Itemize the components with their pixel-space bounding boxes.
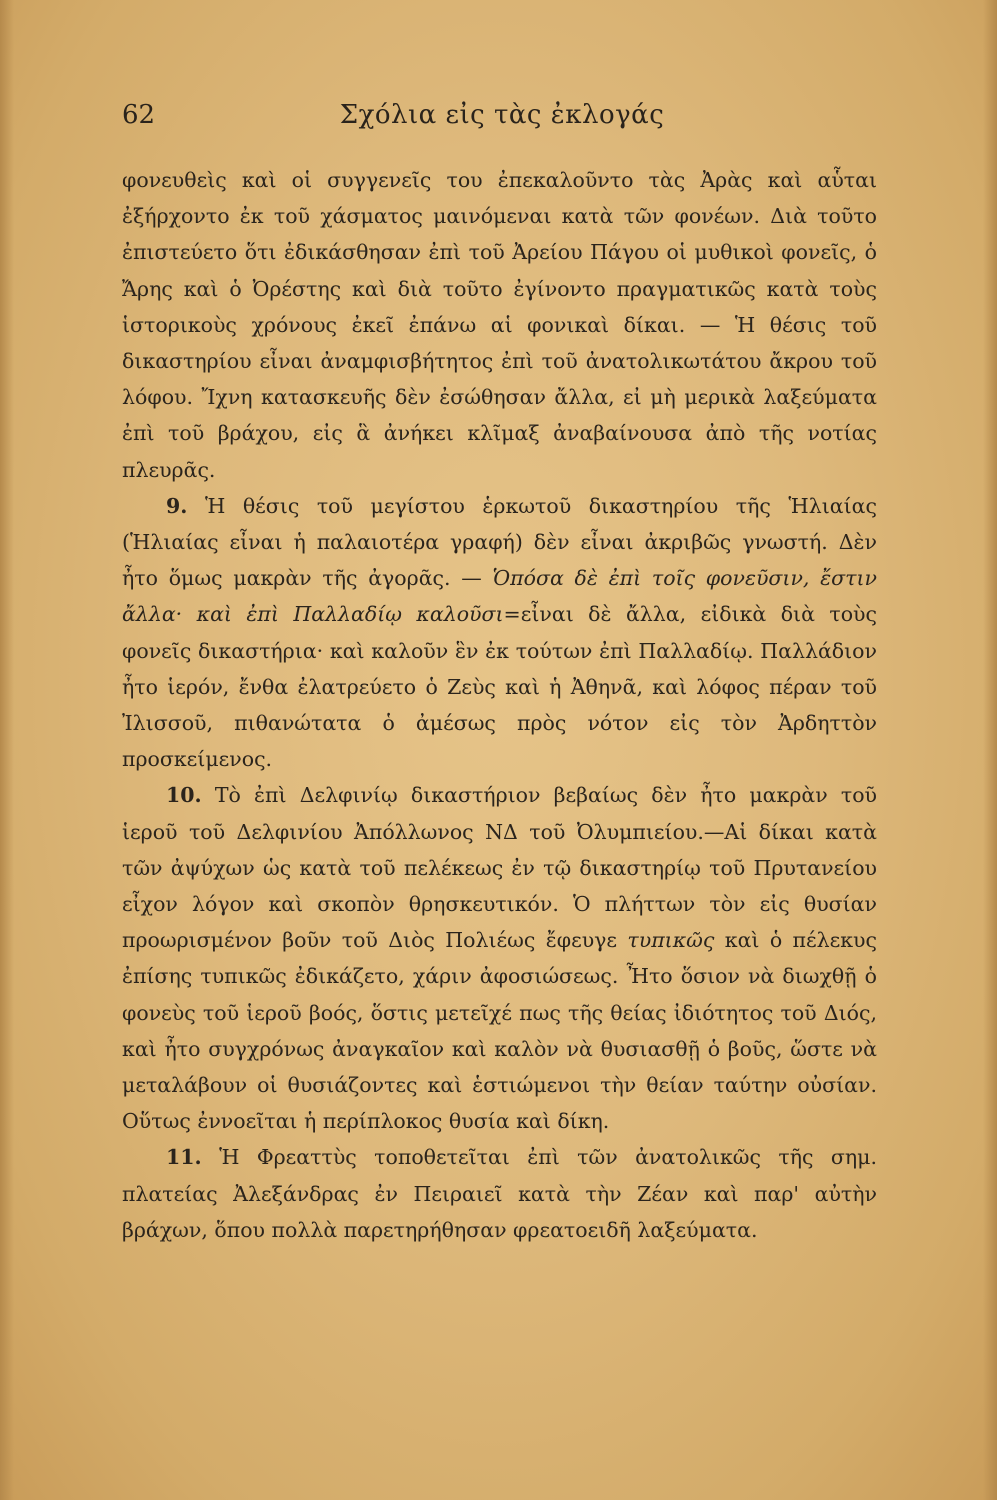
note-11-paragraph xyxy=(122,1139,877,1248)
note-10-italic-word: τυπικῶς xyxy=(627,928,715,953)
note-number-9: 9. xyxy=(166,493,188,518)
page-header xyxy=(122,100,882,140)
running-title: Σχόλια εἰς τὰς ἐκλογάς xyxy=(339,100,665,130)
note-9-text-a: Ἡ θέσις τοῦ μεγίστου ἑρκωτοῦ δικαστηρίου τῆς Ἡλιαίας (Ἡλιαίας εἶναι ἡ παλαιοτέρα γραφή) δὲν εἶναι ἀκριβῶς γνωστή. Δὲν ἦτο ὅμως μακρὰν τῆς ἀγορᾶς. — xyxy=(122,493,877,591)
note-10-text-b: καὶ ὁ πέλεκυς ἐπίσης τυπικῶς ἐδικάζετο, χάριν ἀφοσιώσεως. Ἦτο ὅσιον νὰ διωχθῇ ὁ φονεὺς τοῦ ἱεροῦ βοός, ὅστις μετεῖχέ πως τῆς θείας ἰδιότητος τοῦ Διός, καὶ ἦτο συγχρόνως ἀναγκαῖον καὶ καλὸν νὰ θυσιασθῇ ὁ βοῦς, ὥστε νὰ μεταλάβουν οἱ θυσιάζοντες καὶ ἑστιώμενοι τὴν θείαν ταύτην οὐσίαν. Οὕτως ἐννοεῖται ἡ περίπλοκος θυσία καὶ δίκη. xyxy=(122,928,877,1134)
note-number-10: 10. xyxy=(166,783,202,808)
page-number: 62 xyxy=(122,100,156,130)
note-10-text-a: Τὸ ἐπὶ Δελφινίῳ δικαστήριον βεβαίως δὲν ἦτο μακρὰν τοῦ ἱεροῦ τοῦ Δελφινίου Ἀπόλλωνος ΝΔ τοῦ Ὀλυμπιείου.—Αἱ δίκαι κατὰ τῶν ἀψύχων ὡς κατὰ τοῦ πελέκεως ἐν τῷ δικαστηρίῳ τοῦ Πρυτανείου εἶχον λόγον καὶ σκοπὸν θρησκευτικόν. Ὁ πλήττων τὸν εἰς θυσίαν προωρισμένον βοῦν τοῦ Διὸς Πολιέως ἔφευγε xyxy=(122,783,877,953)
body-text xyxy=(122,162,877,1248)
note-9-text-b: =εἶναι δὲ ἄλλα, εἰδικὰ διὰ τοὺς φονεῖς δικαστήρια· καὶ καλοῦν ἓν ἐκ τούτων ἐπὶ Παλλαδίῳ. Παλλάδιον ἦτο ἱερόν, ἔνθα ἐλατρεύετο ὁ Ζεὺς καὶ ἡ Ἀθηνᾶ, καὶ λόφος πέραν τοῦ Ἰλισσοῦ, πιθανώτατα ὁ ἀμέσως πρὸς νότον εἰς τὸν Ἀρδηττὸν προσκείμενος. xyxy=(122,602,877,772)
note-11-text: Ἡ Φρεαττὺς τοποθετεῖται ἐπὶ τῶν ἀνατολικῶς τῆς σημ. πλατείας Ἀλεξάνδρας ἐν Πειραιεῖ κατὰ τὴν Ζέαν καὶ παρ' αὐτὴν βράχων, ὅπου πολλὰ παρετηρήθησαν φρεατοειδῆ λαξεύματα. xyxy=(122,1145,877,1242)
page-edge-shadow-right xyxy=(983,0,997,1500)
paragraph-continuation: φονευθεὶς καὶ οἱ συγγενεῖς του ἐπεκαλοῦντο τὰς Ἀρὰς καὶ αὗται ἐξήρχοντο ἐκ τοῦ χάσματος μαινόμεναι κατὰ τῶν φονέων. Διὰ τοῦτο ἐπιστεύετο ὅτι ἐδικάσθησαν ἐπὶ τοῦ Ἀρείου Πάγου οἱ μυθικοὶ φονεῖς, ὁ Ἄρης καὶ ὁ Ὀρέστης καὶ διὰ τοῦτο ἐγίνοντο πραγματικῶς κατὰ τοὺς ἱστορικοὺς χρόνους ἐκεῖ ἐπάνω αἱ φονικαὶ δίκαι. — Ἡ θέσις τοῦ δικαστηρίου εἶναι ἀναμφισβήτητος ἐπὶ τοῦ ἀνατολικωτάτου ἄκρου τοῦ λόφου. Ἴχνη κατασκευῆς δὲν ἐσώθησαν ἄλλα, εἰ μὴ μερικὰ λαξεύματα ἐπὶ τοῦ βράχου, εἰς ἃ ἀνήκει κλῖμαξ ἀναβαίνουσα ἀπὸ τῆς νοτίας πλευρᾶς. xyxy=(122,168,877,482)
note-9-paragraph xyxy=(122,488,877,778)
note-number-11: 11. xyxy=(166,1145,202,1170)
page-edge-shadow-left xyxy=(0,0,14,1500)
note-9-quotation: Ὁπόσα δὲ ἐπὶ τοῖς φονεῦσιν, ἔστιν ἄλλα· καὶ ἐπὶ Παλλαδίῳ καλοῦσι xyxy=(122,566,877,627)
note-10-paragraph xyxy=(122,777,877,1139)
